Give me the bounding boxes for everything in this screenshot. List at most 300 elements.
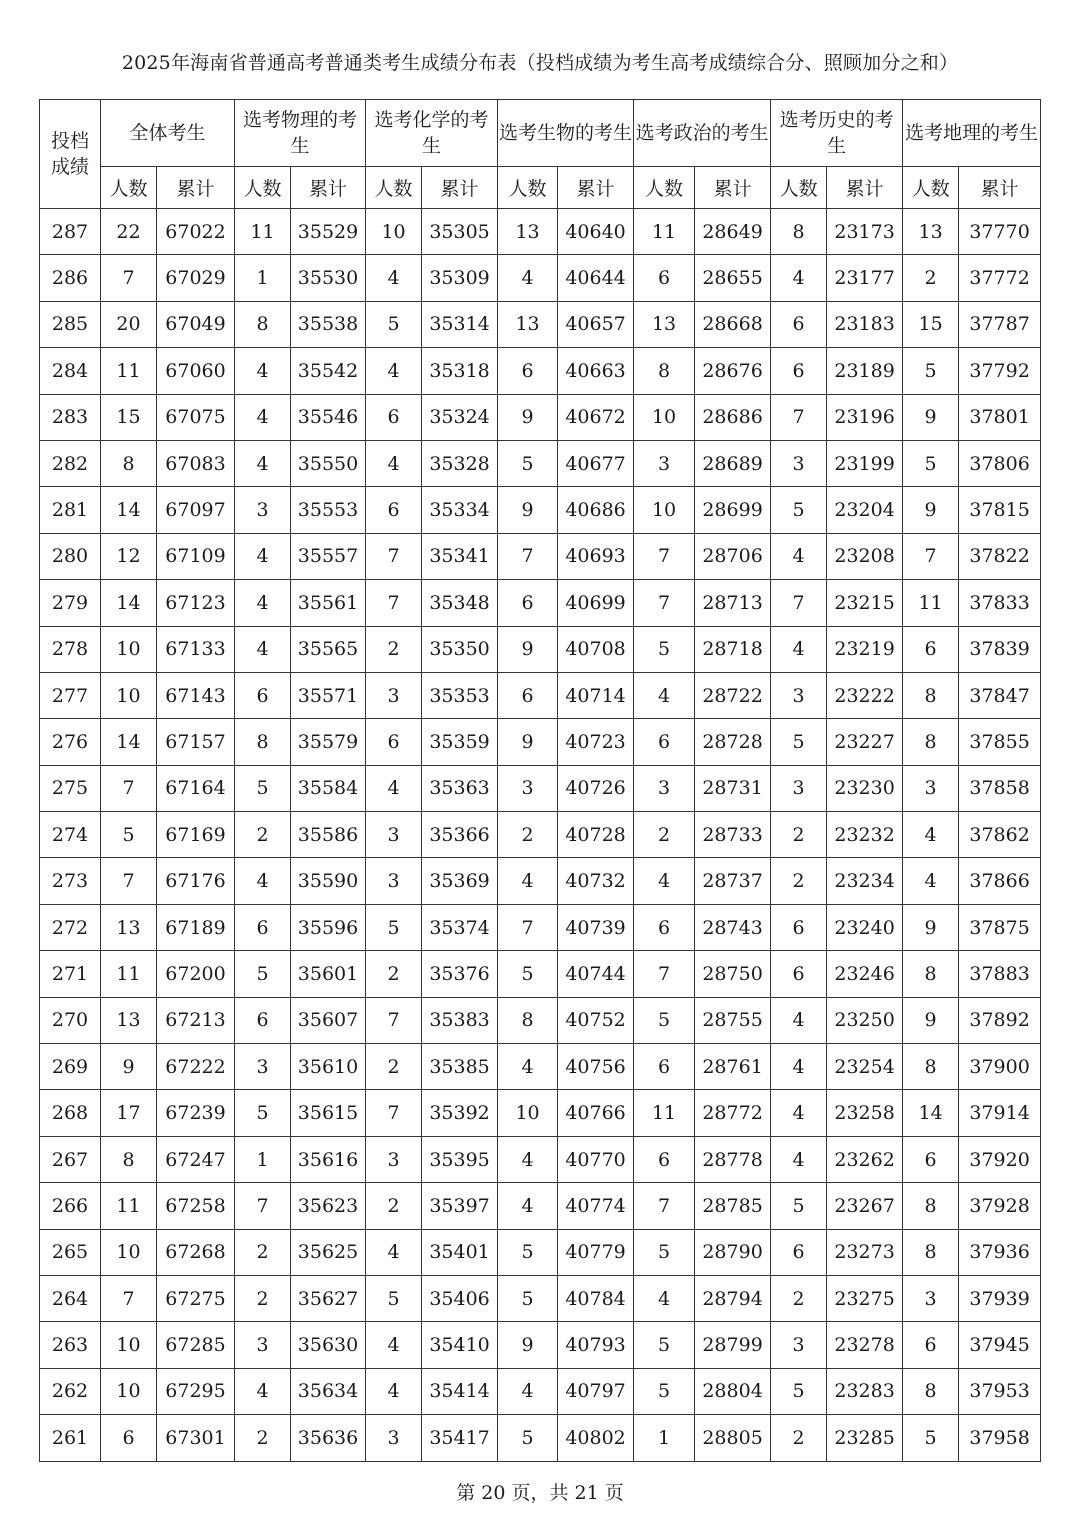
- cumulative-cell: 28785: [695, 1183, 771, 1229]
- count-cell: 7: [634, 533, 695, 579]
- count-cell: 5: [498, 1415, 558, 1461]
- count-cell: 3: [235, 487, 291, 533]
- count-cell: 6: [634, 719, 695, 765]
- cumulative-cell: 40752: [558, 997, 634, 1043]
- cumulative-cell: 23199: [827, 440, 903, 486]
- count-cell: 3: [771, 765, 827, 811]
- subheader-count: 人数: [235, 167, 291, 209]
- cumulative-cell: 40672: [558, 394, 634, 440]
- cumulative-cell: 23254: [827, 1044, 903, 1090]
- count-cell: 8: [903, 1229, 959, 1275]
- cumulative-cell: 35401: [422, 1229, 498, 1275]
- score-cell: 269: [40, 1044, 101, 1090]
- cumulative-cell: 28706: [695, 533, 771, 579]
- subheader-cumulative: 累计: [157, 167, 235, 209]
- count-cell: 2: [235, 1415, 291, 1461]
- cumulative-cell: 23230: [827, 765, 903, 811]
- count-cell: 7: [235, 1183, 291, 1229]
- cumulative-cell: 40644: [558, 255, 634, 301]
- count-cell: 11: [634, 1090, 695, 1136]
- cumulative-cell: 40797: [558, 1368, 634, 1414]
- count-cell: 6: [366, 719, 422, 765]
- count-cell: 11: [101, 1183, 157, 1229]
- score-cell: 278: [40, 626, 101, 672]
- cumulative-cell: 35334: [422, 487, 498, 533]
- table-row: [40, 533, 1041, 579]
- count-cell: 7: [771, 394, 827, 440]
- score-cell: 287: [40, 209, 101, 255]
- score-cell: 275: [40, 765, 101, 811]
- count-cell: 3: [771, 672, 827, 718]
- cumulative-cell: 35571: [291, 672, 366, 718]
- cumulative-cell: 28804: [695, 1368, 771, 1414]
- cumulative-cell: 35542: [291, 348, 366, 394]
- cumulative-cell: 37936: [959, 1229, 1041, 1275]
- cumulative-cell: 35309: [422, 255, 498, 301]
- count-cell: 7: [771, 580, 827, 626]
- count-cell: 6: [498, 348, 558, 394]
- table-row: [40, 1368, 1041, 1414]
- subheader-count: 人数: [498, 167, 558, 209]
- count-cell: 4: [366, 765, 422, 811]
- count-cell: 4: [235, 1368, 291, 1414]
- cumulative-cell: 28743: [695, 904, 771, 950]
- count-cell: 4: [771, 626, 827, 672]
- cumulative-cell: 35546: [291, 394, 366, 440]
- count-cell: 6: [498, 580, 558, 626]
- cumulative-cell: 35328: [422, 440, 498, 486]
- cumulative-cell: 35530: [291, 255, 366, 301]
- count-cell: 6: [771, 348, 827, 394]
- cumulative-cell: 23240: [827, 904, 903, 950]
- cumulative-cell: 67189: [157, 904, 235, 950]
- count-cell: 14: [101, 487, 157, 533]
- cumulative-cell: 40677: [558, 440, 634, 486]
- cumulative-cell: 40686: [558, 487, 634, 533]
- count-cell: 4: [771, 533, 827, 579]
- cumulative-cell: 35324: [422, 394, 498, 440]
- cumulative-cell: 35634: [291, 1368, 366, 1414]
- cumulative-cell: 37953: [959, 1368, 1041, 1414]
- score-cell: 274: [40, 812, 101, 858]
- cumulative-cell: 67285: [157, 1322, 235, 1368]
- count-cell: 8: [903, 951, 959, 997]
- score-column-header: 投档 成绩: [40, 100, 101, 209]
- cumulative-cell: 67109: [157, 533, 235, 579]
- count-cell: 5: [235, 765, 291, 811]
- cumulative-cell: 35550: [291, 440, 366, 486]
- cumulative-cell: 40708: [558, 626, 634, 672]
- cumulative-cell: 35369: [422, 858, 498, 904]
- count-cell: 6: [634, 1136, 695, 1182]
- page-footer: 第 20 页，共 21 页: [456, 1482, 624, 1504]
- score-cell: 271: [40, 951, 101, 997]
- cumulative-cell: 35414: [422, 1368, 498, 1414]
- table-row: [40, 719, 1041, 765]
- cumulative-cell: 67133: [157, 626, 235, 672]
- cumulative-cell: 37875: [959, 904, 1041, 950]
- cumulative-cell: 37806: [959, 440, 1041, 486]
- count-cell: 2: [366, 1183, 422, 1229]
- count-cell: 13: [101, 997, 157, 1043]
- table-row: [40, 348, 1041, 394]
- count-cell: 3: [771, 440, 827, 486]
- count-cell: 5: [903, 1415, 959, 1461]
- count-cell: 4: [366, 255, 422, 301]
- cumulative-cell: 35376: [422, 951, 498, 997]
- cumulative-cell: 35630: [291, 1322, 366, 1368]
- count-cell: 2: [235, 812, 291, 858]
- count-cell: 8: [903, 1183, 959, 1229]
- cumulative-cell: 37792: [959, 348, 1041, 394]
- count-cell: 5: [101, 812, 157, 858]
- count-cell: 2: [771, 858, 827, 904]
- count-cell: 10: [101, 626, 157, 672]
- cumulative-cell: 35341: [422, 533, 498, 579]
- count-cell: 10: [101, 1368, 157, 1414]
- score-cell: 284: [40, 348, 101, 394]
- count-cell: 14: [903, 1090, 959, 1136]
- count-cell: 3: [771, 1322, 827, 1368]
- cumulative-cell: 23173: [827, 209, 903, 255]
- count-cell: 11: [101, 951, 157, 997]
- cumulative-cell: 67301: [157, 1415, 235, 1461]
- cumulative-cell: 40714: [558, 672, 634, 718]
- cumulative-cell: 37770: [959, 209, 1041, 255]
- count-cell: 4: [498, 1183, 558, 1229]
- cumulative-cell: 28772: [695, 1090, 771, 1136]
- cumulative-cell: 35586: [291, 812, 366, 858]
- cumulative-cell: 67060: [157, 348, 235, 394]
- count-cell: 9: [903, 904, 959, 950]
- header-row-subcolumns: [40, 167, 1041, 209]
- count-cell: 2: [771, 1415, 827, 1461]
- count-cell: 8: [634, 348, 695, 394]
- count-cell: 9: [498, 487, 558, 533]
- cumulative-cell: 67157: [157, 719, 235, 765]
- count-cell: 4: [634, 672, 695, 718]
- cumulative-cell: 23262: [827, 1136, 903, 1182]
- cumulative-cell: 35584: [291, 765, 366, 811]
- count-cell: 7: [366, 997, 422, 1043]
- cumulative-cell: 35557: [291, 533, 366, 579]
- table-row: [40, 951, 1041, 997]
- cumulative-cell: 40699: [558, 580, 634, 626]
- cumulative-cell: 67164: [157, 765, 235, 811]
- count-cell: 20: [101, 301, 157, 347]
- count-cell: 7: [101, 765, 157, 811]
- count-cell: 7: [498, 904, 558, 950]
- count-cell: 8: [903, 1044, 959, 1090]
- count-cell: 6: [498, 672, 558, 718]
- score-cell: 262: [40, 1368, 101, 1414]
- count-cell: 9: [498, 626, 558, 672]
- cumulative-cell: 28733: [695, 812, 771, 858]
- cumulative-cell: 37914: [959, 1090, 1041, 1136]
- count-cell: 17: [101, 1090, 157, 1136]
- table-row: [40, 858, 1041, 904]
- group-header: 选考政治的考生: [634, 100, 771, 167]
- cumulative-cell: 40779: [558, 1229, 634, 1275]
- count-cell: 10: [498, 1090, 558, 1136]
- cumulative-cell: 35359: [422, 719, 498, 765]
- cumulative-cell: 35565: [291, 626, 366, 672]
- count-cell: 9: [903, 997, 959, 1043]
- count-cell: 14: [101, 580, 157, 626]
- cumulative-cell: 23278: [827, 1322, 903, 1368]
- cumulative-cell: 35383: [422, 997, 498, 1043]
- cumulative-cell: 28761: [695, 1044, 771, 1090]
- count-cell: 4: [235, 440, 291, 486]
- cumulative-cell: 23215: [827, 580, 903, 626]
- cumulative-cell: 67239: [157, 1090, 235, 1136]
- score-cell: 267: [40, 1136, 101, 1182]
- count-cell: 13: [498, 301, 558, 347]
- count-cell: 3: [366, 812, 422, 858]
- cumulative-cell: 35374: [422, 904, 498, 950]
- score-cell: 265: [40, 1229, 101, 1275]
- count-cell: 3: [366, 1136, 422, 1182]
- count-cell: 8: [101, 440, 157, 486]
- count-cell: 5: [634, 626, 695, 672]
- cumulative-cell: 37920: [959, 1136, 1041, 1182]
- count-cell: 4: [366, 1322, 422, 1368]
- cumulative-cell: 40774: [558, 1183, 634, 1229]
- count-cell: 7: [101, 1275, 157, 1321]
- count-cell: 9: [498, 719, 558, 765]
- cumulative-cell: 23258: [827, 1090, 903, 1136]
- cumulative-cell: 35318: [422, 348, 498, 394]
- group-header: 选考化学的考生: [366, 100, 498, 167]
- cumulative-cell: 28722: [695, 672, 771, 718]
- count-cell: 4: [235, 626, 291, 672]
- count-cell: 10: [101, 672, 157, 718]
- cumulative-cell: 35538: [291, 301, 366, 347]
- cumulative-cell: 35615: [291, 1090, 366, 1136]
- count-cell: 4: [498, 1044, 558, 1090]
- count-cell: 4: [498, 255, 558, 301]
- count-cell: 4: [771, 1090, 827, 1136]
- group-header: 全体考生: [101, 100, 235, 167]
- cumulative-cell: 40693: [558, 533, 634, 579]
- table-row: [40, 904, 1041, 950]
- subheader-count: 人数: [903, 167, 959, 209]
- count-cell: 4: [235, 858, 291, 904]
- count-cell: 3: [235, 1044, 291, 1090]
- count-cell: 6: [366, 487, 422, 533]
- cumulative-cell: 37900: [959, 1044, 1041, 1090]
- cumulative-cell: 67176: [157, 858, 235, 904]
- count-cell: 6: [634, 255, 695, 301]
- page-title: 2025年海南省普通高考普通类考生成绩分布表（投档成绩为考生高考成绩综合分、照顾加分之和）: [121, 52, 959, 74]
- score-distribution-table: [39, 99, 1041, 1462]
- score-cell: 263: [40, 1322, 101, 1368]
- cumulative-cell: 28676: [695, 348, 771, 394]
- count-cell: 2: [235, 1275, 291, 1321]
- count-cell: 6: [235, 672, 291, 718]
- table-row: [40, 1183, 1041, 1229]
- cumulative-cell: 28790: [695, 1229, 771, 1275]
- count-cell: 8: [101, 1136, 157, 1182]
- cumulative-cell: 35610: [291, 1044, 366, 1090]
- cumulative-cell: 37855: [959, 719, 1041, 765]
- cumulative-cell: 35350: [422, 626, 498, 672]
- cumulative-cell: 35529: [291, 209, 366, 255]
- count-cell: 10: [634, 394, 695, 440]
- cumulative-cell: 35314: [422, 301, 498, 347]
- count-cell: 9: [903, 487, 959, 533]
- cumulative-cell: 37839: [959, 626, 1041, 672]
- cumulative-cell: 35410: [422, 1322, 498, 1368]
- cumulative-cell: 40739: [558, 904, 634, 950]
- count-cell: 3: [634, 440, 695, 486]
- table-row: [40, 672, 1041, 718]
- cumulative-cell: 23232: [827, 812, 903, 858]
- cumulative-cell: 40802: [558, 1415, 634, 1461]
- cumulative-cell: 37847: [959, 672, 1041, 718]
- cumulative-cell: 35623: [291, 1183, 366, 1229]
- count-cell: 5: [634, 1229, 695, 1275]
- count-cell: 10: [101, 1322, 157, 1368]
- cumulative-cell: 23246: [827, 951, 903, 997]
- cumulative-cell: 35406: [422, 1275, 498, 1321]
- count-cell: 12: [101, 533, 157, 579]
- cumulative-cell: 28755: [695, 997, 771, 1043]
- cumulative-cell: 37945: [959, 1322, 1041, 1368]
- cumulative-cell: 40723: [558, 719, 634, 765]
- count-cell: 10: [366, 209, 422, 255]
- table-row: [40, 1044, 1041, 1090]
- table-row: [40, 765, 1041, 811]
- subheader-cumulative: 累计: [959, 167, 1041, 209]
- cumulative-cell: 67169: [157, 812, 235, 858]
- count-cell: 5: [498, 951, 558, 997]
- cumulative-cell: 37862: [959, 812, 1041, 858]
- cumulative-cell: 67075: [157, 394, 235, 440]
- cumulative-cell: 67022: [157, 209, 235, 255]
- count-cell: 4: [498, 1368, 558, 1414]
- score-cell: 286: [40, 255, 101, 301]
- cumulative-cell: 23234: [827, 858, 903, 904]
- count-cell: 4: [235, 348, 291, 394]
- cumulative-cell: 28699: [695, 487, 771, 533]
- count-cell: 8: [903, 1368, 959, 1414]
- count-cell: 5: [771, 719, 827, 765]
- count-cell: 1: [235, 255, 291, 301]
- count-cell: 6: [235, 904, 291, 950]
- count-cell: 8: [498, 997, 558, 1043]
- table-row: [40, 1229, 1041, 1275]
- cumulative-cell: 37866: [959, 858, 1041, 904]
- cumulative-cell: 35353: [422, 672, 498, 718]
- count-cell: 11: [235, 209, 291, 255]
- cumulative-cell: 40744: [558, 951, 634, 997]
- count-cell: 9: [903, 394, 959, 440]
- cumulative-cell: 23183: [827, 301, 903, 347]
- cumulative-cell: 40756: [558, 1044, 634, 1090]
- cumulative-cell: 67049: [157, 301, 235, 347]
- cumulative-cell: 35590: [291, 858, 366, 904]
- count-cell: 7: [498, 533, 558, 579]
- count-cell: 3: [498, 765, 558, 811]
- cumulative-cell: 67143: [157, 672, 235, 718]
- table-row: [40, 1275, 1041, 1321]
- count-cell: 11: [634, 209, 695, 255]
- cumulative-cell: 35561: [291, 580, 366, 626]
- count-cell: 9: [101, 1044, 157, 1090]
- cumulative-cell: 67268: [157, 1229, 235, 1275]
- count-cell: 5: [903, 348, 959, 394]
- cumulative-cell: 35616: [291, 1136, 366, 1182]
- count-cell: 13: [498, 209, 558, 255]
- count-cell: 6: [366, 394, 422, 440]
- table-row: [40, 1136, 1041, 1182]
- cumulative-cell: 23222: [827, 672, 903, 718]
- count-cell: 8: [903, 719, 959, 765]
- cumulative-cell: 23189: [827, 348, 903, 394]
- count-cell: 2: [498, 812, 558, 858]
- count-cell: 4: [634, 858, 695, 904]
- score-cell: 276: [40, 719, 101, 765]
- cumulative-cell: 28649: [695, 209, 771, 255]
- count-cell: 6: [771, 301, 827, 347]
- cumulative-cell: 40784: [558, 1275, 634, 1321]
- cumulative-cell: 28718: [695, 626, 771, 672]
- cumulative-cell: 35601: [291, 951, 366, 997]
- count-cell: 7: [366, 1090, 422, 1136]
- cumulative-cell: 35636: [291, 1415, 366, 1461]
- count-cell: 2: [366, 1044, 422, 1090]
- count-cell: 8: [903, 672, 959, 718]
- cumulative-cell: 40732: [558, 858, 634, 904]
- count-cell: 5: [634, 1368, 695, 1414]
- count-cell: 3: [235, 1322, 291, 1368]
- cumulative-cell: 23227: [827, 719, 903, 765]
- cumulative-cell: 35553: [291, 487, 366, 533]
- cumulative-cell: 35397: [422, 1183, 498, 1229]
- count-cell: 2: [634, 812, 695, 858]
- score-cell: 281: [40, 487, 101, 533]
- cumulative-cell: 23219: [827, 626, 903, 672]
- count-cell: 13: [634, 301, 695, 347]
- cumulative-cell: 35579: [291, 719, 366, 765]
- count-cell: 2: [366, 626, 422, 672]
- table-row: [40, 394, 1041, 440]
- cumulative-cell: 28655: [695, 255, 771, 301]
- subheader-cumulative: 累计: [291, 167, 366, 209]
- score-cell: 280: [40, 533, 101, 579]
- score-cell: 283: [40, 394, 101, 440]
- count-cell: 15: [903, 301, 959, 347]
- cumulative-cell: 37815: [959, 487, 1041, 533]
- cumulative-cell: 40728: [558, 812, 634, 858]
- cumulative-cell: 35363: [422, 765, 498, 811]
- count-cell: 4: [366, 1368, 422, 1414]
- table-row: [40, 1090, 1041, 1136]
- count-cell: 5: [771, 1368, 827, 1414]
- count-cell: 5: [235, 1090, 291, 1136]
- cumulative-cell: 40663: [558, 348, 634, 394]
- score-cell: 272: [40, 904, 101, 950]
- count-cell: 3: [366, 858, 422, 904]
- cumulative-cell: 28799: [695, 1322, 771, 1368]
- cumulative-cell: 35417: [422, 1415, 498, 1461]
- cumulative-cell: 67222: [157, 1044, 235, 1090]
- subheader-cumulative: 累计: [695, 167, 771, 209]
- count-cell: 6: [771, 1229, 827, 1275]
- count-cell: 8: [235, 719, 291, 765]
- count-cell: 6: [903, 1136, 959, 1182]
